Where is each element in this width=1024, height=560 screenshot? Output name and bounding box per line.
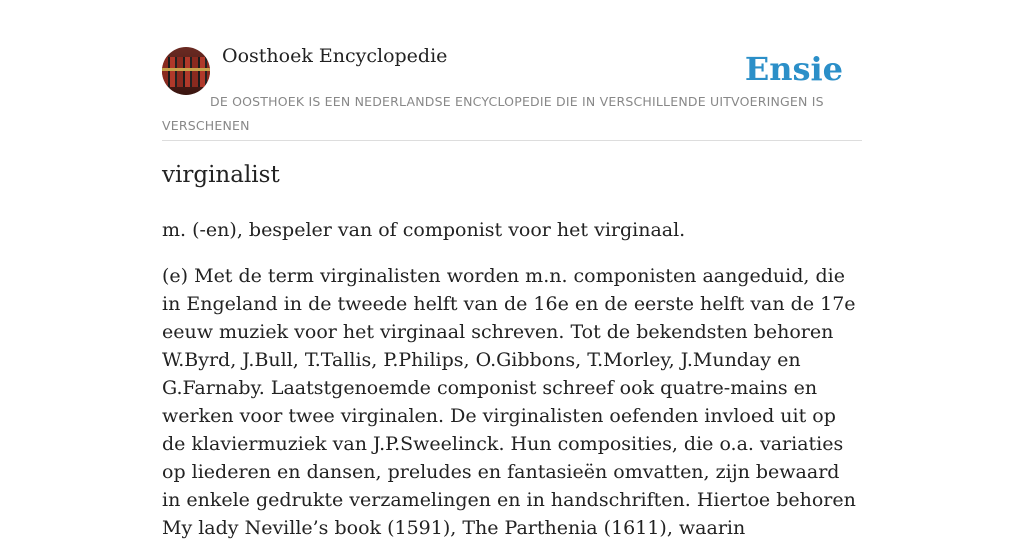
encyclopedia-avatar[interactable] bbox=[162, 47, 210, 95]
site-name[interactable]: Oosthoek Encyclopedie bbox=[222, 45, 448, 67]
books-image bbox=[162, 57, 210, 87]
ensie-logo-link[interactable]: Ensie bbox=[744, 50, 843, 88]
article-definition: m. (-en), bespeler van of componist voor het virginaal. bbox=[162, 219, 686, 241]
page bbox=[162, 0, 862, 539]
article-content bbox=[162, 216, 862, 560]
article-title: virginalist bbox=[162, 162, 280, 188]
site-tagline: DE OOSTHOEK IS EEN NEDERLANDSE ENCYCLOPEDIE DIE IN VERSCHILLENDE UITVOERINGEN IS VERSCHENEN bbox=[162, 94, 824, 133]
article-body: (e) Met de term virginalisten worden m.n. componisten aangeduid, die in Engeland in de tweede helft van de 16e en de eerste helft van de 17e eeuw muziek voor het virginaal schreven. Tot de bekendsten behoren W.Byrd, J.Bull, T.Tallis, P.Philips, O.Gibbons, T.Morley, J.Munday en G.Farnaby. Laatstgenoemde componist schreef ook quatre-mains en werken voor twee virginalen. De virginalisten oefenden invloed uit op de klaviermuziek van J.P.Sweelinck. Hun composities, die o.a. variaties op liederen en dansen, preludes en fantasieën omvatten, zijn bewaard in enkele gedrukte verzamelingen en in handschriften. Hiertoe behoren My lady Neville’s book (1591), The Parthenia (1611), waarin bbox=[162, 265, 856, 539]
books-stripe bbox=[162, 68, 210, 71]
site-header bbox=[162, 0, 862, 141]
